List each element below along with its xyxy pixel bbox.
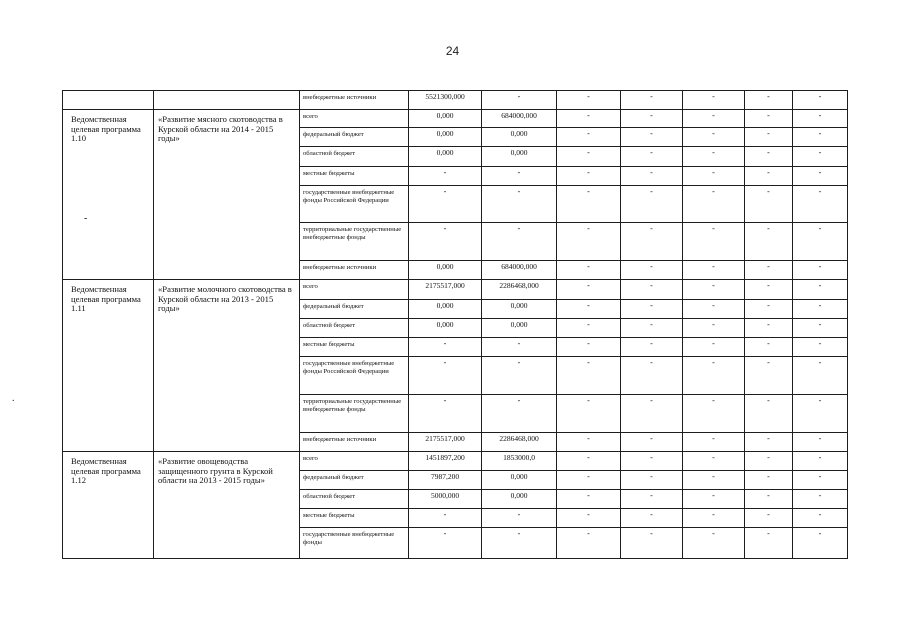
- table-cell-value: -: [793, 509, 848, 528]
- program-title-cell: «Развитие овощеводства защищенного грунта в Курской области на 2013 - 2015 годы»: [154, 452, 300, 559]
- table-cell-value: -: [409, 528, 482, 559]
- table-cell-value: -: [482, 167, 557, 186]
- table-cell-value: -: [621, 490, 683, 509]
- funding-source-cell: местные бюджеты: [300, 509, 409, 528]
- table-row: [63, 91, 848, 110]
- program-name-cell: Ведомственная целевая программа 1.11: [63, 280, 154, 452]
- funding-source-cell: внебюджетные источники: [300, 261, 409, 280]
- table-cell-value: -: [793, 261, 848, 280]
- funding-source-cell: внебюджетные источники: [300, 433, 409, 452]
- table-cell-value: -: [683, 280, 745, 300]
- table-cell-value: -: [683, 319, 745, 338]
- table-row: [63, 452, 848, 471]
- table-cell-value: -: [621, 319, 683, 338]
- table-cell-value: -: [745, 261, 793, 280]
- funding-source-cell: федеральный бюджет: [300, 128, 409, 147]
- table-cell-value: -: [745, 147, 793, 167]
- table-cell-value: -: [683, 395, 745, 433]
- funding-source-cell: всего: [300, 452, 409, 471]
- table-cell-value: 2175517,000: [409, 280, 482, 300]
- table-cell-value: -: [557, 167, 621, 186]
- financing-table: [62, 90, 848, 559]
- program-title-cell: «Развитие мясного скотоводства в Курской области на 2014 - 2015 годы»: [154, 110, 300, 280]
- table-cell-value: -: [683, 186, 745, 223]
- table-cell-value: -: [557, 357, 621, 395]
- table-cell-value: -: [409, 338, 482, 357]
- table-cell-value: -: [557, 319, 621, 338]
- table-cell-value: -: [482, 395, 557, 433]
- table-cell-value: -: [621, 261, 683, 280]
- table-cell-value: 2286468,000: [482, 280, 557, 300]
- table-cell-value: -: [745, 471, 793, 490]
- program-name-cell: Ведомственная целевая программа 1.10: [63, 110, 154, 280]
- table-cell-value: -: [621, 357, 683, 395]
- table-cell-value: -: [745, 490, 793, 509]
- table-cell-value: -: [745, 509, 793, 528]
- table-cell-value: 0,000: [482, 300, 557, 319]
- table-cell-value: -: [482, 528, 557, 559]
- table-row: [63, 280, 848, 300]
- table-cell-value: -: [745, 128, 793, 147]
- table-cell-value: 1853000,0: [482, 452, 557, 471]
- table-cell-value: -: [409, 357, 482, 395]
- table-cell-value: -: [745, 319, 793, 338]
- table-cell-value: -: [557, 147, 621, 167]
- table-cell-value: -: [793, 300, 848, 319]
- funding-source-cell: федеральный бюджет: [300, 471, 409, 490]
- table-cell-value: -: [621, 186, 683, 223]
- table-cell-value: 684000,000: [482, 261, 557, 280]
- funding-source-cell: внебюджетные источники: [300, 91, 409, 110]
- table-cell-value: -: [793, 528, 848, 559]
- table-cell-value: -: [683, 338, 745, 357]
- program-title-cell: «Развитие молочного скотоводства в Курской области на 2013 - 2015 годы»: [154, 280, 300, 452]
- table-cell-value: 0,000: [409, 300, 482, 319]
- table-cell-value: -: [557, 110, 621, 128]
- table-cell-value: -: [683, 91, 745, 110]
- table-cell-value: 1451897,200: [409, 452, 482, 471]
- table-cell-value: -: [621, 223, 683, 261]
- table-cell-value: 2286468,000: [482, 433, 557, 452]
- table-cell-value: -: [621, 110, 683, 128]
- stray-dot-mark: .: [12, 393, 15, 404]
- table-cell-value: -: [621, 433, 683, 452]
- table-cell-value: -: [409, 186, 482, 223]
- table-cell-value: -: [745, 433, 793, 452]
- table-cell-value: -: [793, 319, 848, 338]
- table-cell-value: -: [409, 167, 482, 186]
- table-cell-value: -: [793, 280, 848, 300]
- funding-source-cell: областной бюджет: [300, 490, 409, 509]
- table-cell-value: -: [557, 223, 621, 261]
- table-cell-value: -: [745, 357, 793, 395]
- table-row: [63, 110, 848, 128]
- table-cell-value: -: [557, 471, 621, 490]
- table-cell-value: -: [683, 147, 745, 167]
- table-cell-value: -: [621, 280, 683, 300]
- table-cell-value: -: [621, 300, 683, 319]
- table-cell-value: -: [621, 395, 683, 433]
- table-cell-value: -: [793, 490, 848, 509]
- table-cell-value: -: [409, 509, 482, 528]
- funding-source-cell: местные бюджеты: [300, 167, 409, 186]
- table-cell-value: -: [557, 433, 621, 452]
- table-cell-value: -: [557, 91, 621, 110]
- empty-title-cell: [154, 91, 300, 110]
- table-cell-value: -: [793, 147, 848, 167]
- funding-source-cell: территориальные государственные внебюджетные фонды: [300, 223, 409, 261]
- funding-source-cell: областной бюджет: [300, 147, 409, 167]
- table-cell-value: -: [409, 223, 482, 261]
- table-cell-value: -: [793, 128, 848, 147]
- funding-source-cell: областной бюджет: [300, 319, 409, 338]
- empty-program-cell: [63, 91, 154, 110]
- table-cell-value: -: [683, 433, 745, 452]
- table-cell-value: -: [621, 528, 683, 559]
- table-cell-value: -: [482, 509, 557, 528]
- table-cell-value: -: [745, 338, 793, 357]
- table-cell-value: -: [683, 167, 745, 186]
- table-cell-value: -: [745, 186, 793, 223]
- table-cell-value: -: [621, 338, 683, 357]
- funding-source-cell: всего: [300, 110, 409, 128]
- table-cell-value: -: [621, 91, 683, 110]
- table-cell-value: -: [621, 471, 683, 490]
- table-cell-value: -: [745, 395, 793, 433]
- funding-source-cell: местные бюджеты: [300, 338, 409, 357]
- table-cell-value: 0,000: [409, 147, 482, 167]
- table-cell-value: -: [482, 223, 557, 261]
- table-cell-value: -: [683, 128, 745, 147]
- table-cell-value: -: [557, 395, 621, 433]
- table-cell-value: -: [482, 186, 557, 223]
- table-cell-value: 0,000: [482, 471, 557, 490]
- table-cell-value: -: [745, 452, 793, 471]
- stray-dash-mark: -: [84, 213, 88, 224]
- table-cell-value: -: [557, 186, 621, 223]
- table-cell-value: -: [793, 167, 848, 186]
- table-cell-value: -: [683, 300, 745, 319]
- table-cell-value: -: [557, 300, 621, 319]
- table-cell-value: -: [793, 471, 848, 490]
- table-cell-value: -: [683, 110, 745, 128]
- funding-source-cell: всего: [300, 280, 409, 300]
- page-number: 24: [445, 44, 460, 58]
- table-cell-value: 0,000: [409, 110, 482, 128]
- table-cell-value: -: [482, 91, 557, 110]
- table-cell-value: -: [745, 528, 793, 559]
- funding-source-cell: федеральный бюджет: [300, 300, 409, 319]
- table-cell-value: -: [482, 357, 557, 395]
- table-cell-value: -: [793, 91, 848, 110]
- table-cell-value: -: [793, 223, 848, 261]
- table-cell-value: -: [745, 91, 793, 110]
- table-cell-value: 5000,000: [409, 490, 482, 509]
- table-cell-value: -: [683, 452, 745, 471]
- table-cell-value: -: [621, 452, 683, 471]
- table-cell-value: -: [745, 167, 793, 186]
- table-cell-value: 0,000: [482, 490, 557, 509]
- table-cell-value: -: [745, 223, 793, 261]
- table-cell-value: -: [557, 128, 621, 147]
- table-cell-value: -: [557, 261, 621, 280]
- table-cell-value: -: [621, 147, 683, 167]
- table-cell-value: -: [557, 490, 621, 509]
- table-cell-value: -: [745, 280, 793, 300]
- table-cell-value: 5521300,000: [409, 91, 482, 110]
- table-cell-value: -: [793, 186, 848, 223]
- table-cell-value: -: [683, 261, 745, 280]
- table-cell-value: -: [793, 338, 848, 357]
- table-cell-value: -: [557, 528, 621, 559]
- table-cell-value: 0,000: [409, 261, 482, 280]
- table-cell-value: -: [793, 357, 848, 395]
- table-cell-value: -: [409, 395, 482, 433]
- table-cell-value: 2175517,000: [409, 433, 482, 452]
- table-cell-value: -: [683, 509, 745, 528]
- table-cell-value: -: [557, 338, 621, 357]
- table-cell-value: -: [793, 452, 848, 471]
- funding-source-cell: государственные внебюджетные фонды: [300, 528, 409, 559]
- table-cell-value: -: [683, 357, 745, 395]
- table-cell-value: 7987,200: [409, 471, 482, 490]
- table-cell-value: -: [621, 128, 683, 147]
- table-cell-value: -: [793, 110, 848, 128]
- funding-source-cell: государственные внебюджетные фонды Российской Федерации: [300, 357, 409, 395]
- table-cell-value: -: [621, 509, 683, 528]
- table-cell-value: -: [683, 490, 745, 509]
- table-cell-value: 0,000: [482, 319, 557, 338]
- funding-source-cell: государственные внебюджетные фонды Российской Федерации: [300, 186, 409, 223]
- table-cell-value: -: [745, 300, 793, 319]
- table-cell-value: 0,000: [409, 128, 482, 147]
- table-cell-value: -: [683, 528, 745, 559]
- table-cell-value: 0,000: [409, 319, 482, 338]
- table-cell-value: -: [793, 433, 848, 452]
- table-cell-value: -: [557, 509, 621, 528]
- table-cell-value: 0,000: [482, 147, 557, 167]
- table-cell-value: -: [745, 110, 793, 128]
- table-cell-value: 0,000: [482, 128, 557, 147]
- table-cell-value: 684000,000: [482, 110, 557, 128]
- table-cell-value: -: [683, 223, 745, 261]
- table-cell-value: -: [482, 338, 557, 357]
- table-cell-value: -: [793, 395, 848, 433]
- funding-source-cell: территориальные государственные внебюджетные фонды: [300, 395, 409, 433]
- table-cell-value: -: [621, 167, 683, 186]
- table-cell-value: -: [557, 280, 621, 300]
- table-cell-value: -: [557, 452, 621, 471]
- program-name-cell: Ведомственная целевая программа 1.12: [63, 452, 154, 559]
- table-cell-value: -: [683, 471, 745, 490]
